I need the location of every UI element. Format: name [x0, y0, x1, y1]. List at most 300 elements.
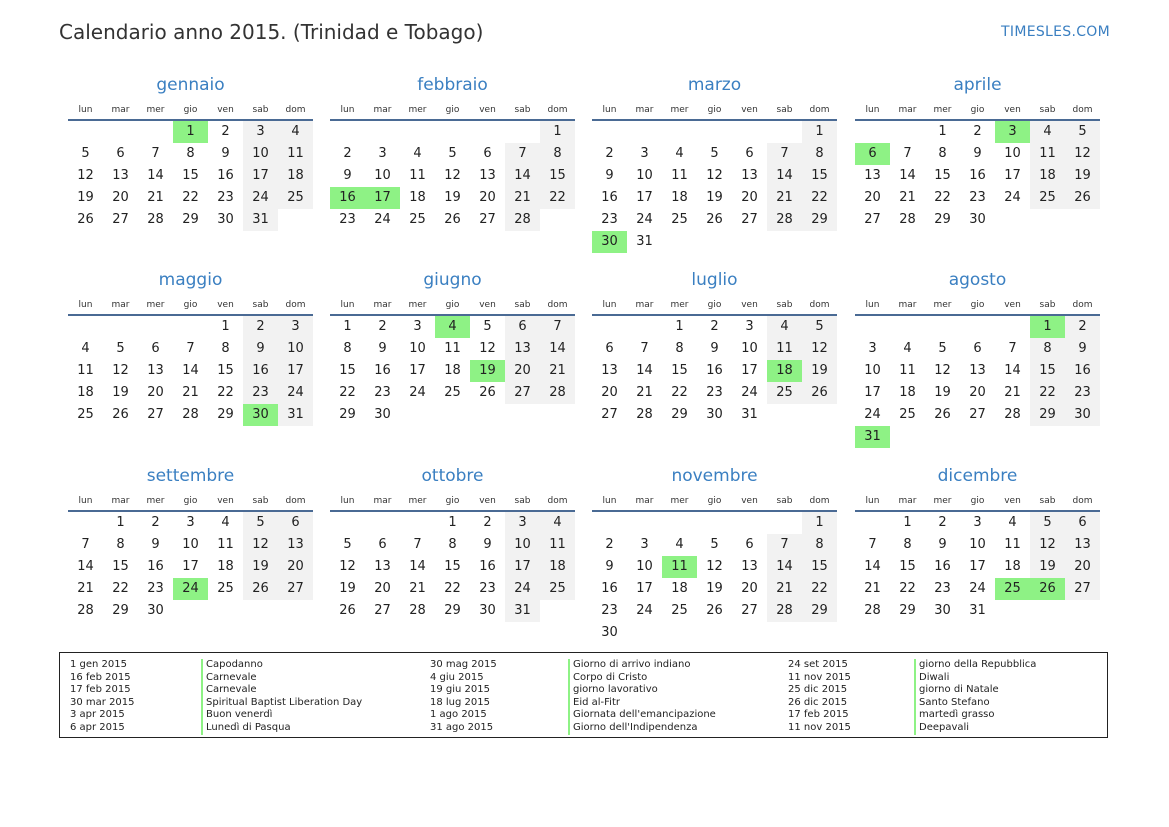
day-cell: 10	[741, 341, 758, 356]
day-cell: 16	[934, 559, 951, 574]
day-cell: 7	[767, 534, 802, 556]
weekday-label: sab	[514, 300, 531, 310]
day-cell: 28	[899, 212, 916, 227]
day-cell: 10	[1004, 146, 1021, 161]
empty-cell	[68, 121, 103, 143]
day-cell: 10	[278, 338, 313, 360]
weekday-label: ven	[741, 300, 758, 310]
day-cell: 7	[903, 146, 912, 161]
day-cell: 25	[671, 212, 688, 227]
day-cell: 16	[243, 360, 278, 382]
day-cell: 14	[767, 165, 802, 187]
empty-cell	[855, 121, 890, 143]
day-cell: 16	[374, 363, 391, 378]
weekday-label: lun	[78, 105, 93, 115]
day-cell: 7	[151, 146, 160, 161]
day-cell: 19	[112, 385, 129, 400]
day-cell: 19	[243, 556, 278, 578]
weekday-label: ven	[1004, 300, 1021, 310]
day-cell: 10	[182, 537, 199, 552]
day-cell: 9	[221, 146, 230, 161]
weekday-label: mer	[408, 105, 427, 115]
weekday-label: mer	[933, 496, 952, 506]
day-cell: 24	[409, 385, 426, 400]
day-cell: 22	[802, 187, 837, 209]
day-cell: 21	[636, 385, 653, 400]
legend-holiday-name: Corpo di Cristo	[568, 672, 716, 685]
month-ottobre	[330, 464, 575, 622]
brand-link[interactable]: TIMESLES.COM	[1001, 24, 1110, 40]
day-cell: 9	[1065, 338, 1100, 360]
weekday-label: mer	[670, 105, 689, 115]
day-cell: 24	[243, 187, 278, 209]
day-cell: 2	[938, 515, 947, 530]
day-cell: 29	[112, 603, 129, 618]
day-cell: 4	[675, 537, 684, 552]
day-cell: 21	[147, 190, 164, 205]
day-cell: 12	[934, 363, 951, 378]
holiday-day-cell: 19	[470, 360, 505, 382]
day-cell: 1	[675, 319, 684, 334]
day-cell: 26	[339, 603, 356, 618]
day-cell: 7	[640, 341, 649, 356]
day-cell: 5	[802, 316, 837, 338]
day-cell: 5	[1065, 121, 1100, 143]
day-cell: 28	[767, 209, 802, 231]
day-cell: 6	[605, 341, 614, 356]
day-cell: 27	[505, 382, 540, 404]
day-cell: 1	[903, 515, 912, 530]
month-name: maggio	[158, 270, 223, 290]
day-cell: 26	[934, 407, 951, 422]
day-cell: 25	[671, 603, 688, 618]
legend-date: 16 feb 2015	[70, 671, 131, 683]
day-cell: 9	[243, 338, 278, 360]
legend-date: 24 set 2015	[788, 659, 848, 670]
weekday-label: sab	[1039, 105, 1056, 115]
day-cell: 28	[864, 603, 881, 618]
holiday-day-cell: 17	[365, 187, 400, 209]
day-cell: 18	[77, 385, 94, 400]
day-cell: 2	[973, 124, 982, 139]
day-cell: 6	[745, 146, 754, 161]
empty-cell	[925, 316, 960, 338]
weekday-label: ven	[479, 300, 496, 310]
day-cell: 12	[444, 168, 461, 183]
weekday-label: sab	[776, 300, 793, 310]
legend-holiday-name: Capodanno	[201, 659, 362, 672]
holiday-day-cell: 26	[1030, 578, 1065, 600]
day-cell: 29	[802, 209, 837, 231]
day-cell: 2	[710, 319, 719, 334]
days-grid	[330, 512, 575, 622]
weekday-label: gio	[970, 496, 985, 506]
legend-dates-column	[430, 659, 497, 735]
day-cell: 22	[899, 581, 916, 596]
day-cell: 2	[483, 515, 492, 530]
weekday-label: mer	[146, 496, 165, 506]
day-cell: 13	[741, 559, 758, 574]
day-cell: 18	[899, 385, 916, 400]
day-cell: 18	[1030, 165, 1065, 187]
days-grid	[330, 121, 575, 231]
day-cell: 10	[969, 537, 986, 552]
empty-cell	[767, 121, 802, 143]
legend-date: 1 gen 2015	[70, 659, 128, 670]
day-cell: 5	[1030, 512, 1065, 534]
weekday-header	[592, 292, 837, 316]
day-cell: 24	[278, 382, 313, 404]
day-cell: 16	[601, 581, 618, 596]
day-cell: 10	[243, 143, 278, 165]
day-cell: 2	[221, 124, 230, 139]
legend-holiday-name: Carnevale	[201, 672, 362, 685]
month-name: agosto	[948, 270, 1007, 290]
day-cell: 20	[112, 190, 129, 205]
day-cell: 18	[444, 363, 461, 378]
day-cell: 15	[339, 363, 356, 378]
day-cell: 20	[741, 190, 758, 205]
day-cell: 13	[147, 363, 164, 378]
day-cell: 29	[899, 603, 916, 618]
day-cell: 20	[1065, 556, 1100, 578]
weekday-header	[592, 97, 837, 121]
month-marzo	[592, 73, 837, 253]
day-cell: 1	[343, 319, 352, 334]
empty-cell	[662, 121, 697, 143]
days-grid	[68, 316, 313, 426]
legend-date: 26 dic 2015	[788, 696, 848, 708]
day-cell: 14	[77, 559, 94, 574]
day-cell: 3	[278, 316, 313, 338]
day-cell: 30	[1065, 404, 1100, 426]
day-cell: 27	[479, 212, 496, 227]
day-cell: 3	[868, 341, 877, 356]
day-cell: 20	[479, 190, 496, 205]
weekday-label: mer	[933, 105, 952, 115]
day-cell: 11	[1004, 537, 1021, 552]
day-cell: 26	[77, 212, 94, 227]
month-agosto	[855, 268, 1100, 448]
weekday-label: mar	[635, 300, 654, 310]
day-cell: 27	[864, 212, 881, 227]
day-cell: 30	[601, 625, 618, 640]
empty-cell	[68, 512, 103, 534]
day-cell: 7	[1008, 341, 1017, 356]
weekday-label: mer	[408, 496, 427, 506]
day-cell: 13	[864, 168, 881, 183]
weekday-label: dom	[285, 300, 306, 310]
day-cell: 17	[636, 190, 653, 205]
day-cell: 3	[973, 515, 982, 530]
day-cell: 19	[706, 190, 723, 205]
legend-names-column	[201, 659, 362, 735]
day-cell: 13	[969, 363, 986, 378]
weekday-label: lun	[78, 300, 93, 310]
day-cell: 28	[505, 209, 540, 231]
day-cell: 15	[444, 559, 461, 574]
weekday-label: mer	[146, 300, 165, 310]
day-cell: 14	[1004, 363, 1021, 378]
month-giugno	[330, 268, 575, 426]
day-cell: 15	[112, 559, 129, 574]
day-cell: 1	[116, 515, 125, 530]
day-cell: 15	[540, 165, 575, 187]
day-cell: 22	[671, 385, 688, 400]
day-cell: 28	[409, 603, 426, 618]
day-cell: 2	[343, 146, 352, 161]
weekday-label: lun	[340, 496, 355, 506]
legend-date: 17 feb 2015	[70, 684, 131, 696]
day-cell: 22	[339, 385, 356, 400]
month-name: giugno	[423, 270, 482, 290]
day-cell: 21	[540, 360, 575, 382]
month-luglio	[592, 268, 837, 426]
day-cell: 2	[378, 319, 387, 334]
day-cell: 1	[938, 124, 947, 139]
day-cell: 3	[243, 121, 278, 143]
day-cell: 28	[767, 600, 802, 622]
legend-dates-column	[70, 659, 135, 735]
legend-holiday-name: Giorno di arrivo indiano	[568, 659, 716, 672]
weekday-label: mer	[146, 105, 165, 115]
weekday-label: lun	[865, 105, 880, 115]
empty-cell	[592, 121, 627, 143]
weekday-label: mar	[635, 105, 654, 115]
day-cell: 15	[217, 363, 234, 378]
day-cell: 18	[217, 559, 234, 574]
day-cell: 9	[378, 341, 387, 356]
day-cell: 2	[151, 515, 160, 530]
day-cell: 11	[217, 537, 234, 552]
day-cell: 3	[378, 146, 387, 161]
empty-cell	[732, 121, 767, 143]
month-name: luglio	[691, 270, 738, 290]
day-cell: 30	[374, 407, 391, 422]
weekday-label: gio	[707, 105, 722, 115]
holiday-day-cell: 30	[592, 231, 627, 253]
day-cell: 28	[77, 603, 94, 618]
legend-date: 3 apr 2015	[70, 709, 125, 721]
day-cell: 18	[278, 165, 313, 187]
day-cell: 15	[934, 168, 951, 183]
day-cell: 31	[243, 209, 278, 231]
day-cell: 3	[640, 146, 649, 161]
day-cell: 11	[409, 168, 426, 183]
legend-date: 18 lug 2015	[430, 696, 490, 708]
legend-holiday-name: Spiritual Baptist Liberation Day	[201, 697, 362, 710]
day-cell: 31	[741, 407, 758, 422]
day-cell: 25	[899, 407, 916, 422]
day-cell: 12	[243, 534, 278, 556]
month-name: aprile	[953, 75, 1002, 95]
day-cell: 5	[483, 319, 492, 334]
day-cell: 17	[505, 556, 540, 578]
empty-cell	[592, 512, 627, 534]
empty-cell	[103, 121, 138, 143]
weekday-label: dom	[809, 496, 830, 506]
day-cell: 24	[1004, 190, 1021, 205]
weekday-label: gio	[707, 300, 722, 310]
legend-date: 31 ago 2015	[430, 721, 494, 733]
weekday-label: mar	[635, 496, 654, 506]
month-name: dicembre	[937, 466, 1018, 486]
weekday-label: mar	[898, 300, 917, 310]
day-cell: 28	[1004, 407, 1021, 422]
day-cell: 22	[1030, 382, 1065, 404]
day-cell: 13	[601, 363, 618, 378]
day-cell: 5	[710, 146, 719, 161]
day-cell: 14	[409, 559, 426, 574]
day-cell: 29	[182, 212, 199, 227]
day-cell: 28	[636, 407, 653, 422]
day-cell: 23	[147, 581, 164, 596]
empty-cell	[855, 316, 890, 338]
day-cell: 23	[706, 385, 723, 400]
day-cell: 9	[710, 341, 719, 356]
day-cell: 13	[1065, 534, 1100, 556]
weekday-header	[68, 97, 313, 121]
day-cell: 26	[243, 578, 278, 600]
empty-cell	[505, 121, 540, 143]
day-cell: 27	[1065, 578, 1100, 600]
day-cell: 8	[802, 143, 837, 165]
month-name: settembre	[146, 466, 235, 486]
day-cell: 4	[540, 512, 575, 534]
day-cell: 21	[767, 578, 802, 600]
day-cell: 5	[243, 512, 278, 534]
day-cell: 20	[278, 556, 313, 578]
day-cell: 25	[409, 212, 426, 227]
weekday-header	[330, 97, 575, 121]
weekday-label: dom	[547, 105, 568, 115]
empty-cell	[103, 316, 138, 338]
legend-holiday-name: Santo Stefano	[914, 697, 1036, 710]
day-cell: 29	[802, 600, 837, 622]
day-cell: 14	[182, 363, 199, 378]
weekday-header	[855, 292, 1100, 316]
weekday-header	[68, 488, 313, 512]
day-cell: 18	[671, 190, 688, 205]
weekday-label: ven	[1004, 496, 1021, 506]
day-cell: 8	[802, 534, 837, 556]
day-cell: 29	[1030, 404, 1065, 426]
day-cell: 6	[505, 316, 540, 338]
empty-cell	[960, 316, 995, 338]
day-cell: 21	[1004, 385, 1021, 400]
day-cell: 10	[409, 341, 426, 356]
holiday-day-cell: 11	[662, 556, 697, 578]
day-cell: 20	[147, 385, 164, 400]
day-cell: 18	[540, 556, 575, 578]
day-cell: 25	[278, 187, 313, 209]
day-cell: 25	[540, 578, 575, 600]
weekday-label: mar	[111, 105, 130, 115]
weekday-label: ven	[479, 496, 496, 506]
legend-date: 17 feb 2015	[788, 709, 849, 721]
days-grid	[592, 316, 837, 426]
day-cell: 11	[671, 168, 688, 183]
day-cell: 30	[147, 603, 164, 618]
day-cell: 20	[374, 581, 391, 596]
weekday-label: mar	[898, 496, 917, 506]
legend-date: 6 apr 2015	[70, 721, 125, 733]
day-cell: 21	[864, 581, 881, 596]
day-cell: 24	[374, 212, 391, 227]
day-cell: 12	[112, 363, 129, 378]
day-cell: 17	[1004, 168, 1021, 183]
day-cell: 6	[1065, 512, 1100, 534]
day-cell: 26	[479, 385, 496, 400]
weekday-label: mar	[898, 105, 917, 115]
empty-cell	[697, 121, 732, 143]
legend-date: 11 nov 2015	[788, 721, 851, 733]
day-cell: 27	[969, 407, 986, 422]
day-cell: 23	[217, 190, 234, 205]
empty-cell	[995, 316, 1030, 338]
day-cell: 16	[479, 559, 496, 574]
day-cell: 13	[479, 168, 496, 183]
month-febbraio	[330, 73, 575, 231]
day-cell: 3	[640, 537, 649, 552]
weekday-label: ven	[217, 105, 234, 115]
weekday-label: lun	[602, 300, 617, 310]
weekday-label: ven	[741, 105, 758, 115]
day-cell: 23	[934, 581, 951, 596]
empty-cell	[627, 121, 662, 143]
day-cell: 23	[243, 382, 278, 404]
day-cell: 17	[243, 165, 278, 187]
day-cell: 20	[969, 385, 986, 400]
weekday-label: dom	[547, 300, 568, 310]
day-cell: 23	[374, 385, 391, 400]
weekday-label: sab	[514, 496, 531, 506]
weekday-label: mer	[670, 496, 689, 506]
holiday-day-cell: 25	[995, 578, 1030, 600]
day-cell: 25	[217, 581, 234, 596]
day-cell: 5	[343, 537, 352, 552]
day-cell: 24	[636, 603, 653, 618]
day-cell: 12	[706, 559, 723, 574]
day-cell: 12	[706, 168, 723, 183]
day-cell: 15	[899, 559, 916, 574]
day-cell: 13	[741, 168, 758, 183]
weekday-label: gio	[445, 300, 460, 310]
weekday-label: lun	[602, 496, 617, 506]
days-grid	[330, 316, 575, 426]
legend-names-column	[914, 659, 1036, 735]
day-cell: 26	[802, 382, 837, 404]
day-cell: 29	[444, 603, 461, 618]
weekday-label: mer	[933, 300, 952, 310]
day-cell: 31	[636, 234, 653, 249]
day-cell: 6	[151, 341, 160, 356]
day-cell: 12	[339, 559, 356, 574]
day-cell: 19	[802, 360, 837, 382]
day-cell: 13	[278, 534, 313, 556]
day-cell: 25	[1030, 187, 1065, 209]
day-cell: 17	[969, 559, 986, 574]
day-cell: 19	[444, 190, 461, 205]
weekday-label: dom	[285, 496, 306, 506]
day-cell: 3	[186, 515, 195, 530]
day-cell: 27	[601, 407, 618, 422]
weekday-label: ven	[479, 105, 496, 115]
day-cell: 6	[973, 341, 982, 356]
weekday-label: sab	[252, 300, 269, 310]
weekday-label: mar	[373, 496, 392, 506]
legend-holiday-name: Deepavali	[914, 722, 1036, 735]
